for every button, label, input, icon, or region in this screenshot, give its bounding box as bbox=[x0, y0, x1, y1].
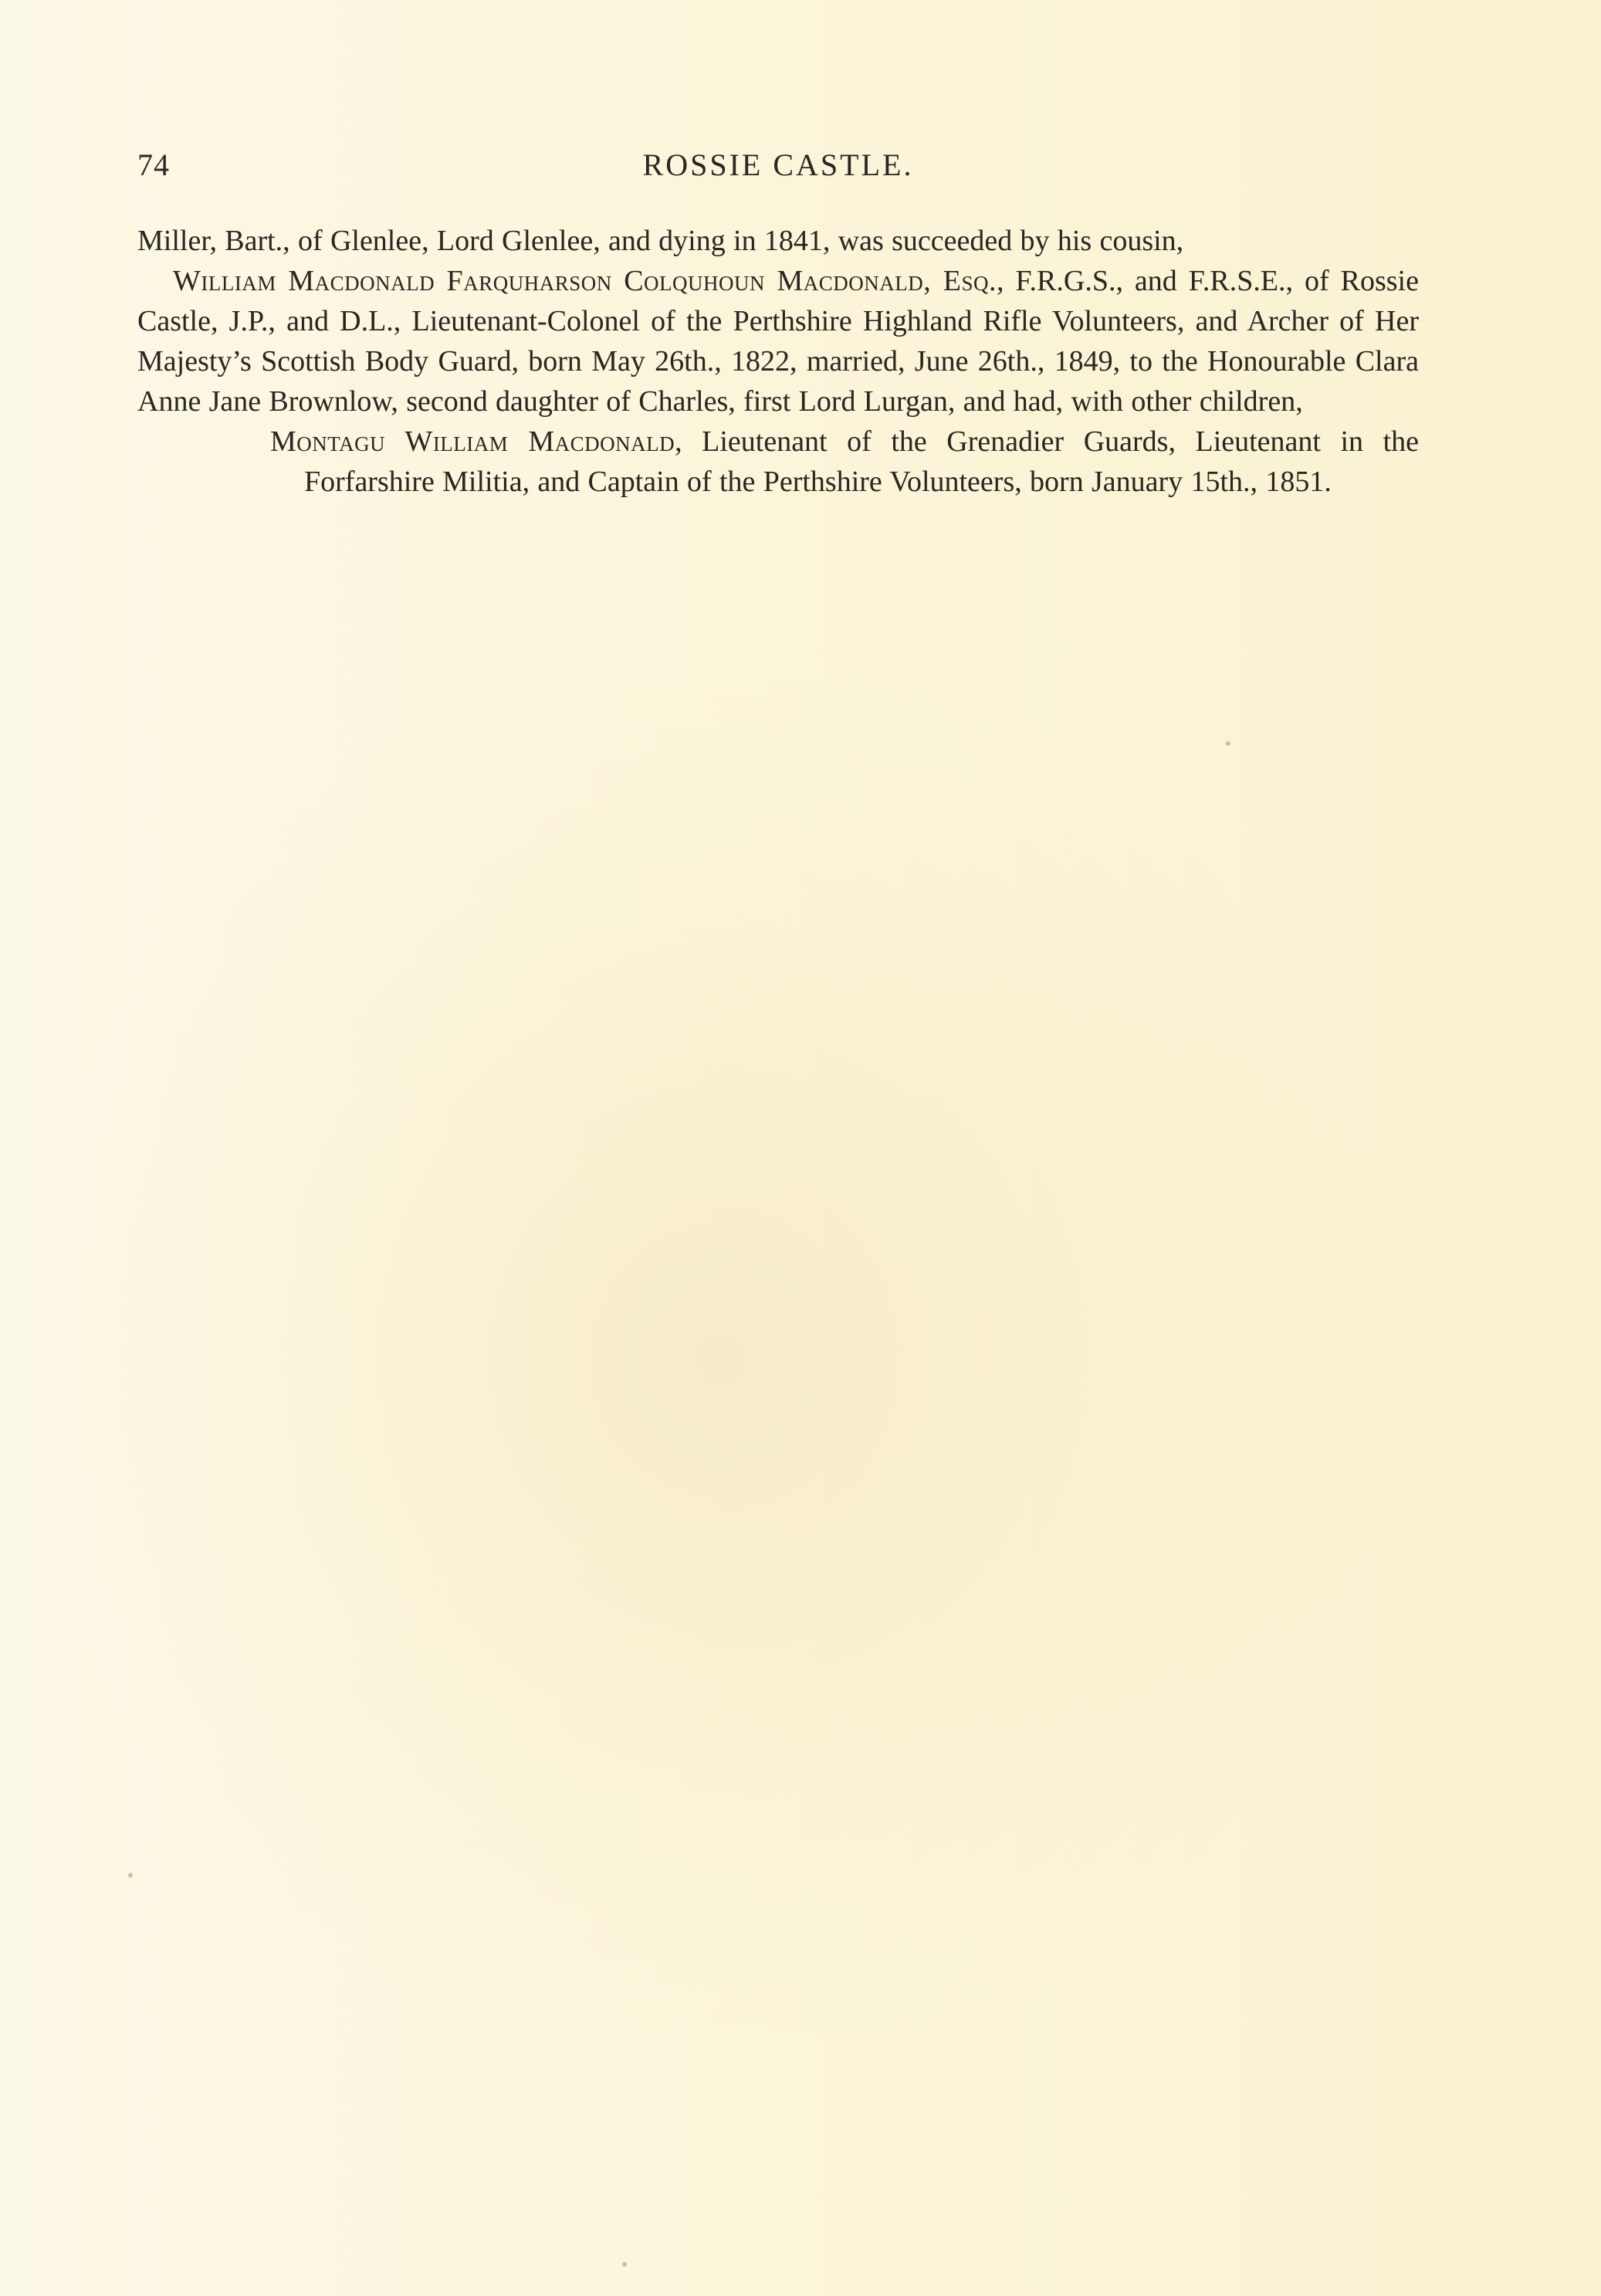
person-name: William Macdonald Farquharson Colquhoun Macdonald, Esq. bbox=[173, 265, 997, 297]
paper-stain bbox=[69, 679, 1374, 2038]
paper-speck bbox=[1226, 741, 1230, 746]
person-name: Montagu William Macdonald bbox=[270, 425, 675, 458]
page-number: 74 bbox=[137, 147, 170, 182]
running-header bbox=[137, 147, 1419, 190]
paper-speck bbox=[622, 2262, 627, 2267]
paragraph-text: Miller, Bart., of Glenlee, Lord Glenlee, and dying in 1841, was succeeded by his cousin, bbox=[137, 225, 1184, 257]
paragraph-william-macdonald bbox=[137, 261, 1419, 422]
paragraph-text: , F.R.G.S., and F.R.S.E., of Rossie Castle, J.P., and D.L., Lieutenant-Colonel of the Perthshire Highland Rifle Volunteers, and Archer of Her Majesty’s Scottish Body Guard, born May 26th., 1822, married, June 26th., 1849, to the Honourable Clara Anne Jane Brownlow, second daughter of Charles, first Lord Lurgan, and had, with other children, bbox=[137, 265, 1419, 418]
paragraph-text: , Lieutenant of the Grenadier Guards, Lieutenant in the Forfarshire Militia, and Captain of the Perthshire Volunteers, born January 15th., 1851. bbox=[304, 425, 1419, 498]
main-text bbox=[137, 221, 1419, 502]
paper-speck bbox=[128, 1873, 133, 1878]
paragraph-continuation bbox=[137, 221, 1419, 261]
paragraph-montagu-macdonald bbox=[270, 422, 1419, 502]
running-title: ROSSIE CASTLE. bbox=[642, 147, 914, 182]
